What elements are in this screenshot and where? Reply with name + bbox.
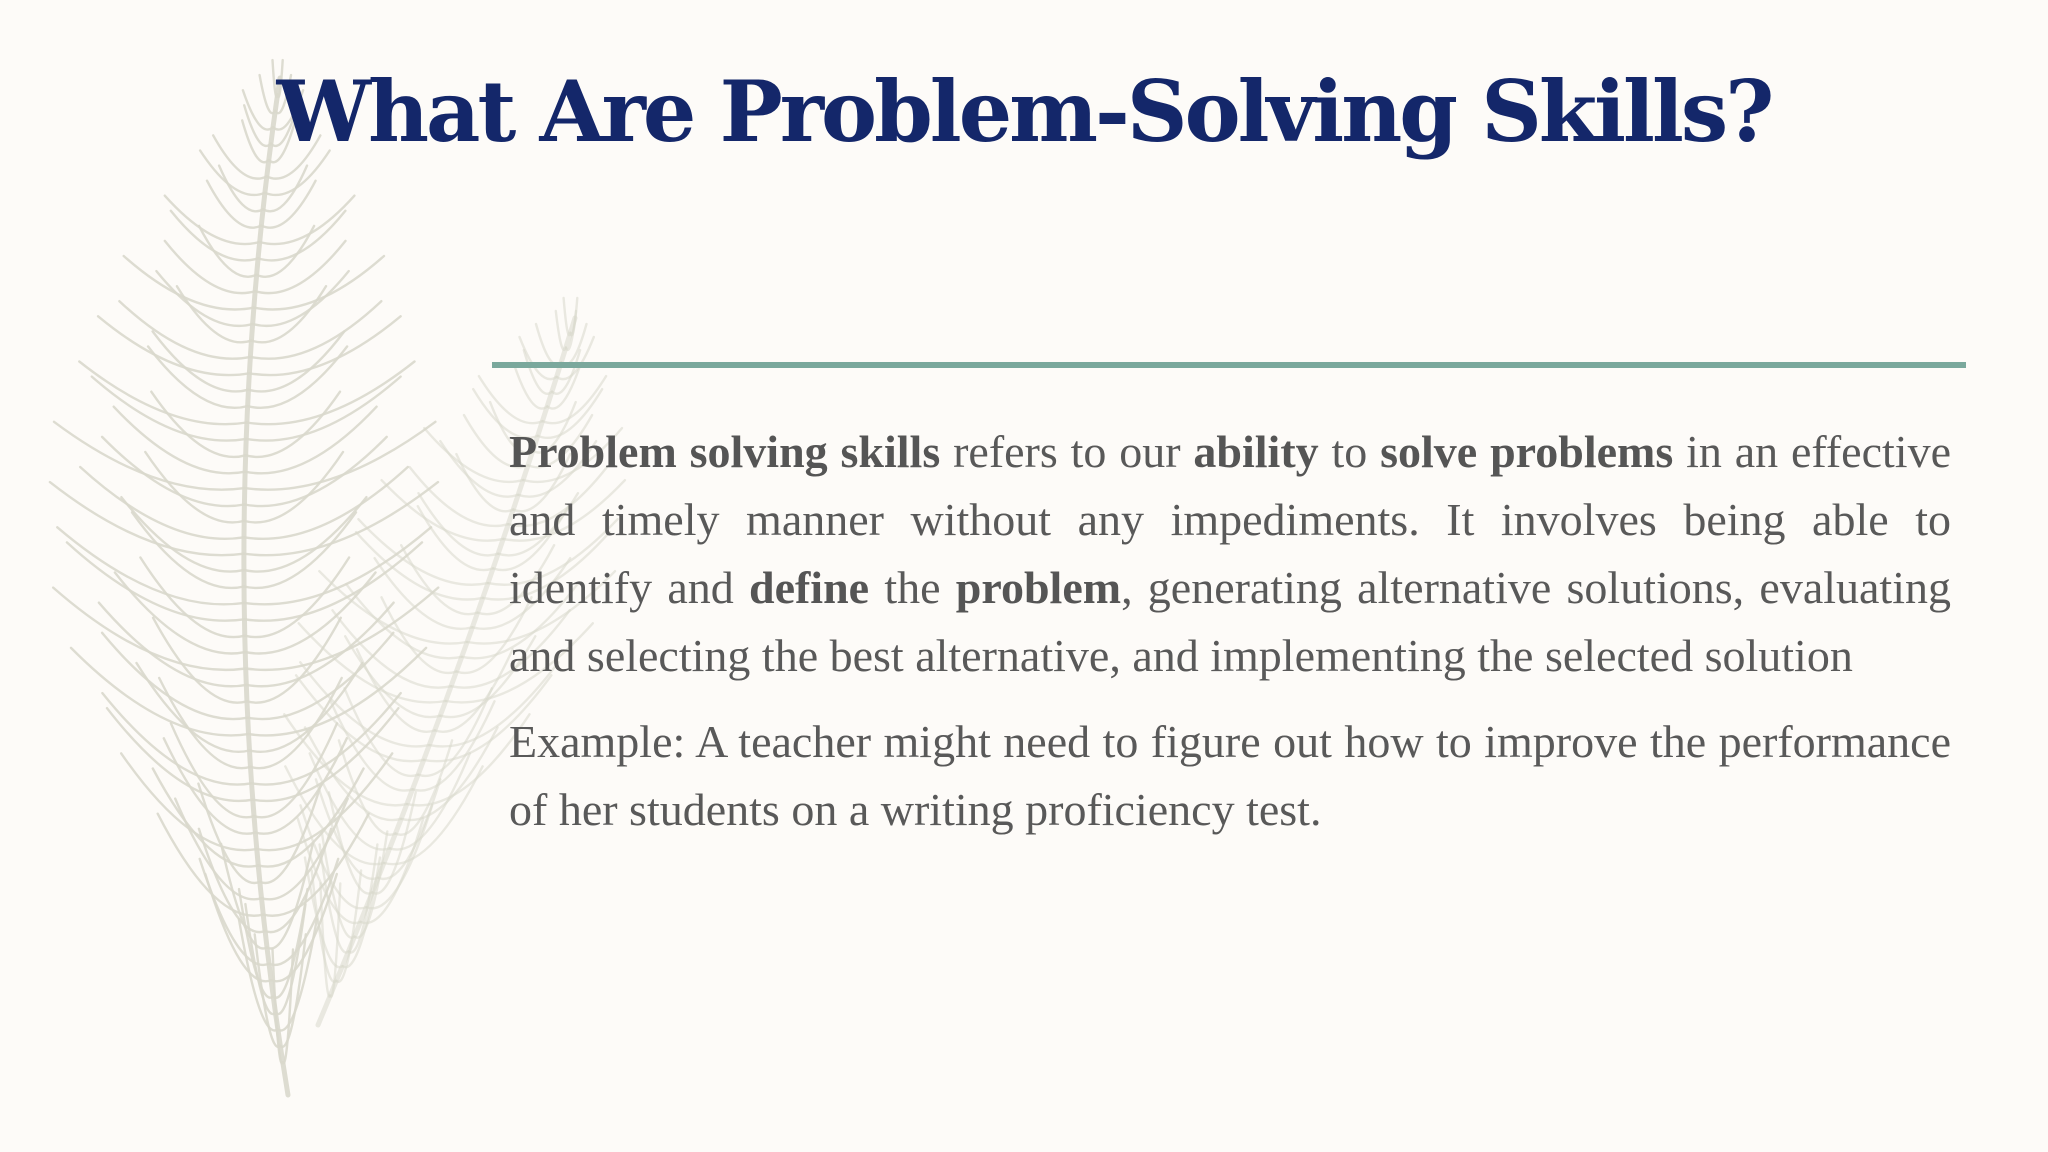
term-problem: problem: [955, 562, 1122, 613]
example-paragraph: Example: A teacher might need to figure out how to improve the performance of her students on a writing proficiency test.: [509, 716, 1951, 835]
definition-paragraph: Problem solving skills refers to our ability to solve problems in an effective and timely manner without any impediments. It involves being able to identify and define the problem, generating alternative solutions, evaluating and selecting the best alternative, and implementing the selected solution: [509, 426, 1951, 681]
term-solve-problems: solve problems: [1380, 426, 1674, 477]
slide-title: What Are Problem-Solving Skills?: [276, 62, 1772, 161]
term-ability: ability: [1193, 426, 1319, 477]
term-problem-solving-skills: Problem solving skills: [509, 426, 941, 477]
term-define: define: [748, 562, 870, 613]
divider-rule: [492, 362, 1966, 368]
body-text: [509, 418, 1951, 862]
